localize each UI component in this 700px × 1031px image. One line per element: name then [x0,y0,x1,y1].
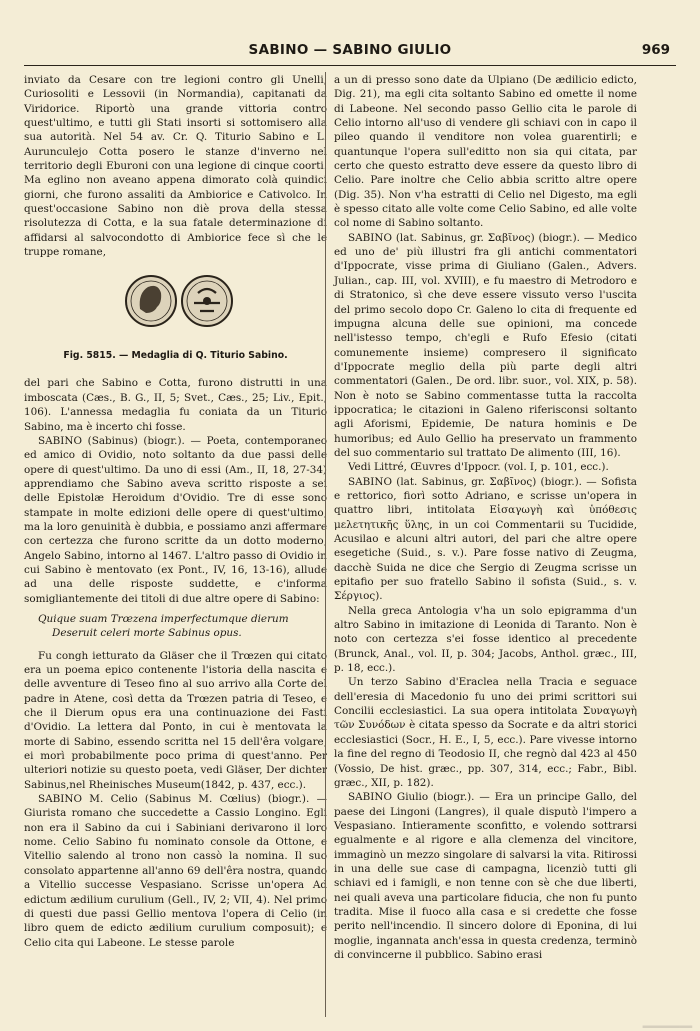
column-divider [325,72,326,1017]
paragraph: del pari che Sabino e Cotta, furono distrutti in una imboscata (Cæs., B. G., II, 5; Svet., Cæs., 25; Liv., Epit., 106). L'annessa medaglia fu coniata da un Titurio Sabino, ma è incerto chi fosse. [24,377,327,433]
medal-image [124,263,234,343]
scan-watermark: ▁▁▁▁ [642,1009,692,1028]
running-title: SABINO — SABINO GIULIO [248,42,452,58]
verse-quote [24,612,327,641]
running-head [0,42,700,64]
paragraph: Nella greca Antologia v'ha un solo epigramma d'un altro Sabino in imitazione di Leonida di Taranto. Non è noto con certezza s'ei fosse identico al precedente (Brunck, Anal., vol. II, p. 304; Jacobs, Anthol. græc., III, p. 18, ecc.). [334,604,637,675]
figure-caption: Fig. 5815. — Medaglia di Q. Titurio Sabino. [63,350,288,362]
entry-sabinus-julius: SABINO Giulio (biogr.). — Era un principe Gallo, del paese dei Lingoni (Langres), il quale disputò l'impero a Vespasiano. Intieramente sconfitto, e volendo sottrarsi egualmente e al rigore e alla clemenza del vincitore, immaginò un mezzo singolare di salvarsi la vita. Ritirossi in una delle sue case di campagna, licenziò tutti gli schiavi ed i famigli, e non tenne con sè che due liberti, nei quali aveva una particolare fiducia, che non fu punto tradita. Mise il fuoco alla casa e si credette che fosse perito nell'incendio. Il sincero dolore di Eponina, di lui moglie, ingannata anch'essa in questa credenza, terminò di convincerne il pubblico. Sabino erasi [334,791,637,961]
paragraph: Fu congh ietturato da Gläser che il Trœzen qui citato era un poema epico contenente l'istoria della nascita e delle avventure di Teseo fino al suo arrivo alla Corte del padre in Atene, così detta da Trœzen patria di Teseo, e che il Dierum opus era una continuazione dei Fasti d'Ovidio. La lettera dal Ponto, in cui è mentovata la morte di Sabino, essendo scritta nel 15 dell'êra volgare, ei morì probabilmente poco prima di quest'anno. Per ulteriori notizie su questo poeta, vedi Gläser, Der dichter Sabinus,nel Rheinisches Museum(1842, p. 437, ecc.). [24,649,327,791]
figure-medal [24,263,327,373]
verse-line: Quique suam Trœzena imperfectumque dierum [38,612,289,625]
entry-sabinus-poet: SABINO (Sabinus) (biogr.). — Poeta, contemporaneo ed amico di Ovidio, noto soltanto da due passi delle opere di quest'ultimo. Da uno di essi (Am., II, 18, 27-34) apprendiamo che Sabino aveva scritto risposte a sei delle Epistolæ Heroidum d'Ovidio. Tre di esse sono stampate in molte edizioni delle opere di quest'ultimo, ma la loro genuinità è dubbia, e possiamo anzi affermare con certezza che furono scritte da un dotto moderno, Angelo Sabino, intorno al 1467. L'altro passo di Ovidio in cui Sabino è mentovato (ex Pont., IV, 16, 13-16), allude ad una delle risposte suddette, e c'informa somigliantemente dei titoli di due altre opere di Sabino: [24,434,327,605]
entry-sabinus-physician: SABINO (lat. Sabinus, gr. Σαβῖνος) (biogr.). — Medico ed uno de' più illustri fra gli antichi commentatori d'Ippocrate, visse prima di Giuliano (Galen., Advers. Julian., cap. III, vol. XVIII), e fu maestro di Metrodoro e di Stratonico, sì che deve essere vissuto verso l'uscita del primo secolo dopo Cr. Galeno lo cita di frequente ed impugna alcuna delle sue opinioni, ma concede nell'istesso tempo, ch'egli e Rufo Efesio (citati comunemente insieme) compresero il significato d'Ippocrate meglio della più parte degli altri commentatori (Galen., De ord. libr. suor., vol. XIX, p. 58). Non è noto se Sabino commentasse tutta la raccolta ippocratica; le citazioni in Galeno riferisconsi soltanto agli Aforismi, Epidemie, De natura hominis e De humoribus; ed Aulo Gellio ha preservato un frammento del suo commentario sul trattato De alimento (III, 16). [334,231,637,459]
page-number: 969 [641,42,670,58]
entry-sabinus-sophist: SABINO (lat. Sabinus, gr. Σαβῖνος) (biogr.). — Sofista e rettorico, fiorì sotto Adriano, e scrisse un'opera in quattro libri, intitolata Εἰσαγωγὴ καὶ ὑπόθεσις μελετητικῆς ὕλης, in un coi Commentarii su Tucidide, Acusilao e alcuni altri autori, del pari che altre opere esegetiche (Suid., s. v.). Pare fosse nativo di Zeugma, dacchè Suida ne dice che Sergio di Zeugma scrisse un epitafio per suo fratello Sabino il sofista (Suid., s. v. Σέργιος). [334,475,637,603]
header-rule [24,65,676,66]
right-column [334,73,637,962]
paragraph: Vedi Littré, Œuvres d'Ippocr. (vol. I, p. 101, ecc.). [348,461,609,474]
paragraph: a un di presso sono date da Ulpiano (De ædilicio edicto, Dig. 21), ma egli cita soltanto Sabino ed omette il nome di Labeone. Nel secondo passo Gellio cita le parole di Celio intorno all'uso di vendere gli schiavi con in capo il pileo quando il venditore non volea guarentirli; e quantunque l'opera sull'editto non sia qui citata, par certo che questo estratto deve essere da questo libro di Celio. Pare inoltre che Celio abbia scritto altre opere (Dig. 35). Non v'ha estratti di Celio nel Digesto, ma egli è spesso citato alle volte come Celio Sabino, ed alle volte col nome di Sabino soltanto. [334,74,637,230]
entry-celius-sabinus: SABINO M. Celio (Sabinus M. Cœlius) (biogr.). — Giurista romano che succedette a Cassio Longino. Egli non era il Sabino da cui i Sabiniani derivarono il loro nome. Celio Sabino fu nominato console da Ottone, e Vitellio salendo al trono non cassò la nomina. Il suo consolato appartenne all'anno 69 dell'êra nostra, quando a Vitellio successe Vespasiano. Scrisse un'opera Ad edictum ædilium curulium (Gell., IV, 2; VII, 4). Nel primo di questi due passi Gellio mentova l'opera di Celio (in libro quem de edicto ædilium curulium composuit); e Celio cita qui Labeone. Le stesse parole [24,793,327,949]
verse-line: Deseruit celeri morte Sabinus opus. [52,627,242,640]
left-column [24,73,327,950]
paragraph: Un terzo Sabino d'Eraclea nella Tracia e seguace dell'eresia di Macedonio fu uno dei primi scrittori sui Concilii ecclesiastici. La sua opera intitolata Συναγωγὴ τῶν Συνόδων è citata spesso da Socrate e da altri storici ecclesiastici (Socr., H. E., I, 5, ecc.). Pare vivesse intorno la fine del regno di Teodosio II, che regnò dal 423 al 450 (Vossio, De hist. græc., pp. 307, 314, ecc.; Fabr., Bibl. græc., XII, p. 182). [334,676,637,789]
paragraph: inviato da Cesare con tre legioni contro gli Unelli, Curiosoliti e Lessovii (in Normandia), capitanati da Viridorice. Riportò una grande vittoria contro quest'ultimo, e tutti gli Stati insorti si sottomisero alla sua autorità. Nel 54 av. Cr. Q. Titurio Sabino e L. Aurunculejo Cotta posero le stanze d'inverno nel territorio degli Eburoni con una legione di cinque coorti. Ma eglino non aveano appena dimorato colà quindici giorni, che furono assaliti da Ambiorice e Cativolco. In quest'occasione Sabino non diè prova della stessa risolutezza di Cotta, e la sua fatale determinazione di affidarsi al salvocondotto di Ambiorice fece sì che le truppe romane, [24,74,327,259]
